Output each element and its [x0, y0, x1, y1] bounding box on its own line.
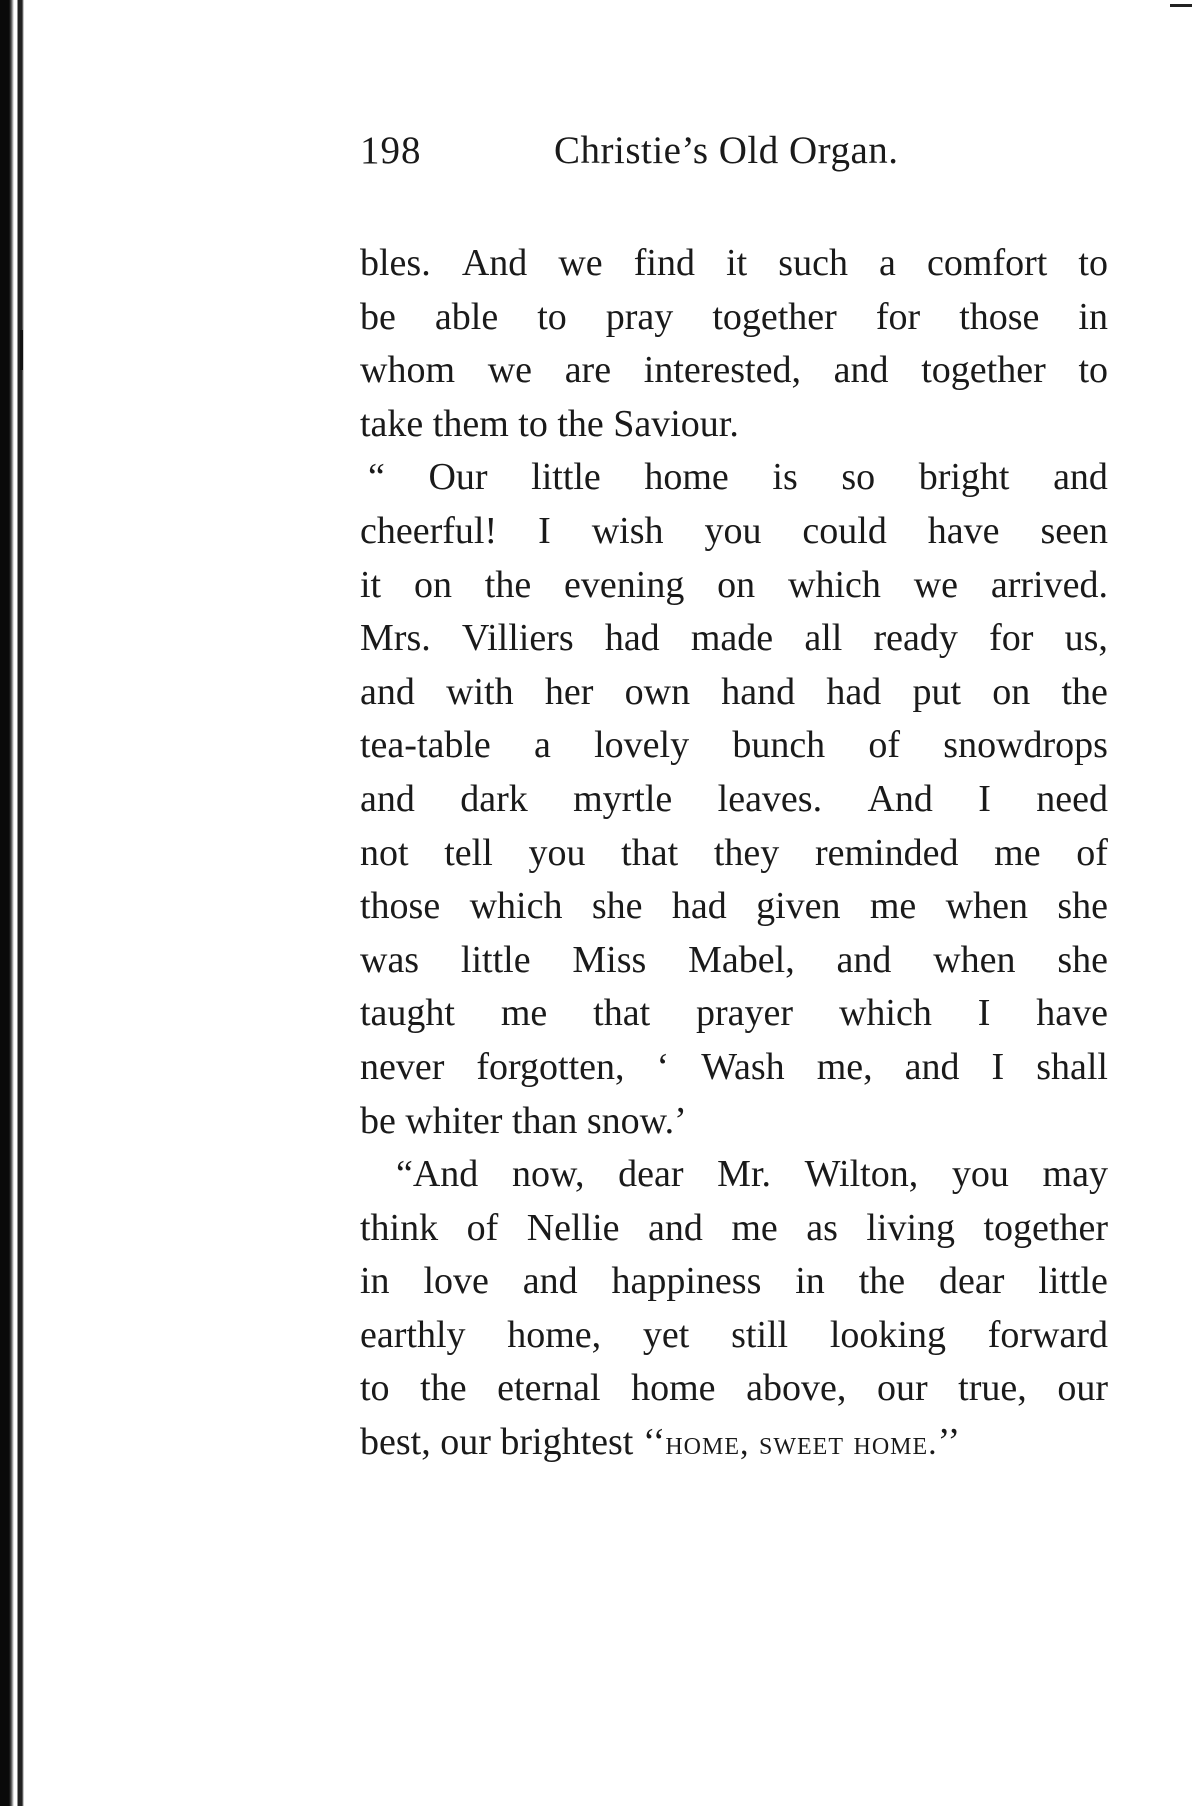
- word: need: [1036, 777, 1108, 820]
- word: forgotten,: [476, 1045, 625, 1088]
- word: I: [977, 992, 991, 1035]
- word: and: [522, 1260, 578, 1303]
- word: of: [466, 1206, 499, 1249]
- word: made: [690, 617, 774, 660]
- word: Our: [428, 456, 488, 499]
- word: lovely: [594, 724, 690, 767]
- word: Mr.: [717, 1153, 772, 1196]
- word: put: [912, 670, 962, 713]
- word: on: [992, 670, 1031, 713]
- word: dear: [939, 1260, 1005, 1303]
- word: snowdrops: [943, 724, 1108, 767]
- word: had: [671, 885, 727, 928]
- text-line: [360, 291, 1108, 345]
- word: we: [558, 242, 603, 284]
- word: arrived.: [990, 563, 1108, 606]
- word: me: [500, 992, 548, 1035]
- word: home,: [507, 1313, 602, 1356]
- word: Nellie: [526, 1206, 620, 1249]
- word: when: [945, 885, 1028, 928]
- word: in: [1078, 295, 1108, 338]
- word: and: [360, 777, 415, 820]
- word: of: [868, 724, 901, 767]
- word: looking: [829, 1313, 946, 1356]
- word: leaves.: [717, 777, 823, 820]
- word: those: [360, 885, 441, 928]
- word: little: [531, 456, 601, 499]
- word: together: [983, 1206, 1108, 1249]
- text-line: [360, 612, 1108, 666]
- text-line: [360, 237, 1108, 291]
- word: earthly: [360, 1313, 466, 1356]
- word: it: [726, 242, 748, 284]
- word: Mrs.: [360, 617, 431, 660]
- text-line: [360, 880, 1108, 934]
- text-line: [360, 1255, 1108, 1309]
- word: And: [867, 777, 933, 820]
- word: be: [360, 295, 396, 338]
- word: me,: [816, 1045, 873, 1088]
- final-line-suffix: ’’: [937, 1421, 961, 1464]
- text-line: [360, 451, 1108, 505]
- word: think: [360, 1206, 439, 1249]
- word: myrtle: [573, 777, 673, 820]
- word: ‘: [656, 1045, 670, 1088]
- word: comfort: [927, 242, 1048, 284]
- word: find: [633, 242, 695, 284]
- final-line-prefix: best, our brightest ‘‘: [360, 1421, 666, 1464]
- word: to: [537, 295, 567, 338]
- word: eternal: [497, 1367, 601, 1410]
- word: had: [604, 617, 660, 660]
- word: true,: [958, 1367, 1027, 1410]
- text-line: [360, 827, 1108, 881]
- word: reminded: [814, 831, 959, 874]
- word: that: [593, 992, 651, 1035]
- scan-corner-mark: [1170, 4, 1192, 7]
- word: seen: [1040, 509, 1108, 552]
- word: hand: [721, 670, 796, 713]
- word: we: [487, 349, 532, 392]
- word: “: [368, 456, 385, 499]
- text-line: be whiter than snow.’: [360, 1099, 687, 1142]
- word: on: [717, 563, 756, 606]
- word: tea-table: [360, 724, 491, 767]
- word: taught: [360, 992, 455, 1035]
- word: which: [788, 563, 881, 606]
- word: together: [921, 349, 1046, 392]
- word: now,: [511, 1153, 585, 1196]
- word: the: [1061, 670, 1108, 713]
- word: evening: [564, 563, 685, 606]
- word: ready: [873, 617, 958, 660]
- word: you: [528, 831, 586, 874]
- word: wish: [591, 509, 664, 552]
- text-line: [360, 987, 1108, 1041]
- word: a: [534, 724, 551, 767]
- page-number: 198: [360, 129, 422, 172]
- word: the: [484, 563, 532, 606]
- word: pray: [605, 295, 674, 338]
- word: whom: [360, 349, 455, 392]
- word: with: [446, 670, 514, 713]
- word: love: [423, 1260, 489, 1303]
- word: together: [712, 295, 837, 338]
- word: all: [804, 617, 843, 660]
- word: her: [544, 670, 594, 713]
- word: Miss: [572, 938, 647, 981]
- word: for: [989, 617, 1034, 660]
- word: a: [879, 242, 896, 284]
- word: interested,: [643, 349, 801, 392]
- text-line: [360, 1362, 1108, 1416]
- word: we: [913, 563, 959, 606]
- word: so: [841, 456, 876, 499]
- word: dark: [460, 777, 528, 820]
- word: bles.: [360, 242, 431, 284]
- text-line: [360, 505, 1108, 559]
- book-binding-edge: [0, 0, 26, 1806]
- word: and: [836, 938, 892, 981]
- word: yet: [642, 1313, 690, 1356]
- word: given: [756, 885, 841, 928]
- word: which: [838, 992, 932, 1035]
- final-line-small-caps: home, sweet home.: [665, 1425, 938, 1463]
- word: dear: [618, 1153, 684, 1196]
- word: the: [420, 1367, 467, 1410]
- word: not: [360, 831, 409, 874]
- word: me: [731, 1206, 778, 1249]
- word: bunch: [732, 724, 826, 767]
- word: such: [778, 242, 848, 284]
- word: was: [360, 938, 420, 981]
- word: and: [833, 349, 889, 392]
- binding-mark: [20, 330, 23, 370]
- word: when: [933, 938, 1016, 981]
- word: to: [360, 1367, 390, 1410]
- word: you: [704, 509, 762, 552]
- word: Villiers: [461, 617, 574, 660]
- word: as: [806, 1206, 838, 1249]
- text-line: [360, 1309, 1108, 1363]
- text-line: [360, 773, 1108, 827]
- text-line: [360, 666, 1108, 720]
- text-line: [360, 934, 1108, 988]
- word: I: [978, 777, 991, 820]
- word: our: [1057, 1367, 1108, 1410]
- text-line: [360, 1148, 1108, 1202]
- word: above,: [746, 1367, 847, 1410]
- word: on: [413, 563, 452, 606]
- word: Wash: [701, 1045, 785, 1088]
- page-header: [360, 128, 1040, 178]
- word: home: [644, 456, 729, 499]
- word: own: [624, 670, 691, 713]
- word: us,: [1064, 617, 1108, 660]
- text-line: [360, 1041, 1108, 1095]
- word: are: [564, 349, 612, 392]
- word: I: [991, 1045, 1005, 1088]
- text-line: take them to the Saviour.: [360, 402, 739, 445]
- word: Wilton,: [804, 1153, 919, 1196]
- word: forward: [987, 1313, 1108, 1356]
- word: able: [434, 295, 499, 338]
- word: in: [360, 1260, 390, 1303]
- word: have: [927, 509, 1000, 552]
- word: those: [959, 295, 1040, 338]
- word: and: [1053, 456, 1108, 499]
- word: still: [731, 1313, 789, 1356]
- word: Mabel,: [688, 938, 795, 981]
- text-line: [360, 1202, 1108, 1256]
- word: cheerful!: [360, 509, 498, 552]
- word: home: [631, 1367, 716, 1410]
- word: she: [1057, 938, 1108, 981]
- word: prayer: [696, 992, 794, 1035]
- word: for: [875, 295, 921, 338]
- word: of: [1076, 831, 1108, 874]
- word: and: [904, 1045, 960, 1088]
- word: and: [648, 1206, 703, 1249]
- word: shall: [1036, 1045, 1108, 1088]
- word: is: [772, 456, 798, 499]
- word: it: [360, 563, 382, 606]
- word: that: [621, 831, 679, 874]
- word: me: [869, 885, 917, 928]
- word: she: [591, 885, 643, 928]
- word: and: [360, 670, 415, 713]
- text-line: [360, 719, 1108, 773]
- word: the: [858, 1260, 906, 1303]
- word: she: [1057, 885, 1108, 928]
- word: they: [713, 831, 780, 874]
- word: happiness: [611, 1260, 762, 1303]
- word: could: [802, 509, 887, 552]
- word: bright: [918, 456, 1010, 499]
- word: little: [460, 938, 531, 981]
- word: our: [876, 1367, 928, 1410]
- word: never: [360, 1045, 445, 1088]
- body-text: [360, 237, 1108, 1470]
- word: may: [1042, 1153, 1108, 1196]
- word: in: [795, 1260, 825, 1303]
- word: to: [1078, 242, 1108, 284]
- text-line: [360, 344, 1108, 398]
- word: me: [994, 831, 1041, 874]
- word: which: [469, 885, 563, 928]
- word: little: [1038, 1260, 1108, 1303]
- word: had: [826, 670, 882, 713]
- word: have: [1036, 992, 1108, 1035]
- text-line: [360, 559, 1108, 613]
- word: “And: [396, 1153, 479, 1196]
- word: you: [951, 1153, 1009, 1196]
- word: to: [1078, 349, 1108, 392]
- final-text-line: [360, 1416, 1108, 1470]
- word: living: [866, 1206, 956, 1249]
- running-title: Christie’s Old Organ.: [554, 129, 899, 172]
- word: I: [538, 509, 551, 552]
- word: tell: [444, 831, 493, 874]
- word: And: [461, 242, 528, 284]
